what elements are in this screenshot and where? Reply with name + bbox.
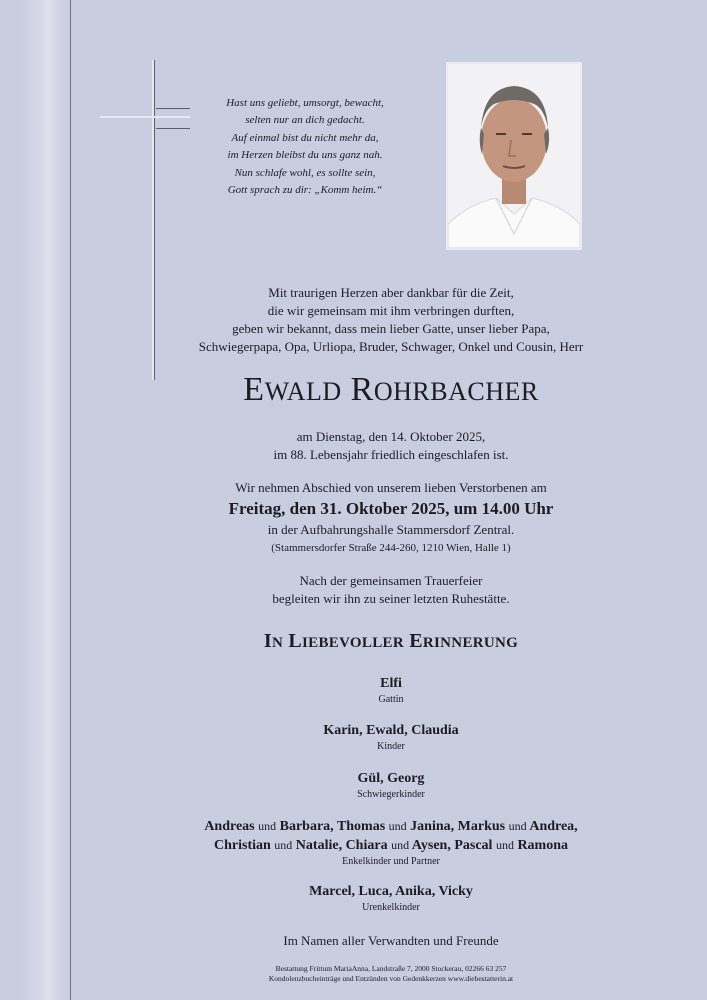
- mourner-group: Gül, Georg Schwiegerkinder: [357, 771, 425, 800]
- deceased-name: EWALD ROHRBACHER: [243, 371, 539, 408]
- cross-icon-bar: [100, 110, 190, 132]
- funeral-address: (Stammersdorfer Straße 244-260, 1210 Wien, Halle 1): [271, 542, 511, 554]
- decorative-stripe: [22, 0, 70, 1000]
- announcement-text: [75, 284, 707, 356]
- poem-line: selten nur an dich gedacht.: [245, 114, 365, 127]
- poem-line: im Herzen bleibst du uns ganz nah.: [227, 149, 383, 162]
- mourner-group: Elfi Gattin: [378, 676, 404, 705]
- intro-line: die wir gemeinsam mit ihm verbringen durften,: [267, 303, 515, 318]
- intro-line: Schwiegerpapa, Opa, Urliopa, Bruder, Schwager, Onkel und Cousin, Herr: [198, 339, 584, 354]
- poem-line: Hast uns geliebt, umsorgt, bewacht,: [226, 97, 384, 109]
- footer: Bestattung Frittum MariaAnna, Landstraße 7, 2000 Stockerau, 02266 63 257 Kondolenzbucheinträge und Entzünden von Gedenkkerzen www.diebestatterin.at: [268, 964, 514, 983]
- portrait-photo: [446, 62, 582, 250]
- poem-line: Nun schlafe wohl, es sollte sein,: [234, 166, 376, 179]
- poem-line: Gott sprach zu dir: „Komm heim.“: [227, 184, 383, 197]
- memory-heading: IN LIEBEVOLLER ERINNERUNG: [263, 630, 519, 652]
- mourner-group: Andreas und Barbara, Thomas und Janina, Markus und Andrea, Christian und Natalie, Chiara und Aysen, Pascal und Ramona Enkelkinder und Partner: [204, 819, 578, 867]
- burial-text: Nach der gemeinsamen Trauerfeier begleiten wir ihn zu seiner letzten Ruhestätte.: [272, 573, 510, 606]
- mourner-group: Karin, Ewald, Claudia Kinder: [323, 723, 459, 752]
- closing-text: Im Namen aller Verwandten und Freunde: [283, 933, 499, 948]
- funeral-date: Freitag, den 31. Oktober 2025, um 14.00 Uhr: [228, 499, 554, 518]
- intro-line: geben wir bekannt, dass mein lieber Gatte, unser lieber Papa,: [232, 321, 550, 336]
- poem: [200, 95, 410, 199]
- divider-line: [70, 0, 71, 1000]
- poem-line: Auf einmal bist du nicht mehr da,: [231, 131, 379, 144]
- death-date-text: am Dienstag, den 14. Oktober 2025, im 88. Lebensjahr friedlich eingeschlafen ist.: [273, 429, 509, 462]
- funeral-place: in der Aufbahrungshalle Stammersdorf Zentral.: [267, 522, 515, 537]
- mourner-group: Marcel, Luca, Anika, Vicky Urenkelkinder: [309, 884, 473, 913]
- intro-line: Mit traurigen Herzen aber dankbar für die Zeit,: [268, 285, 514, 300]
- farewell-info: Wir nehmen Abschied von unserem lieben Verstorbenen am Freitag, den 31. Oktober 2025, um 14.00 Uhr in der Aufbahrungshalle Stammersdorf Zentral. (Stammersdorfer Straße 244-260, 1210 Wien, Halle 1): [75, 479, 707, 557]
